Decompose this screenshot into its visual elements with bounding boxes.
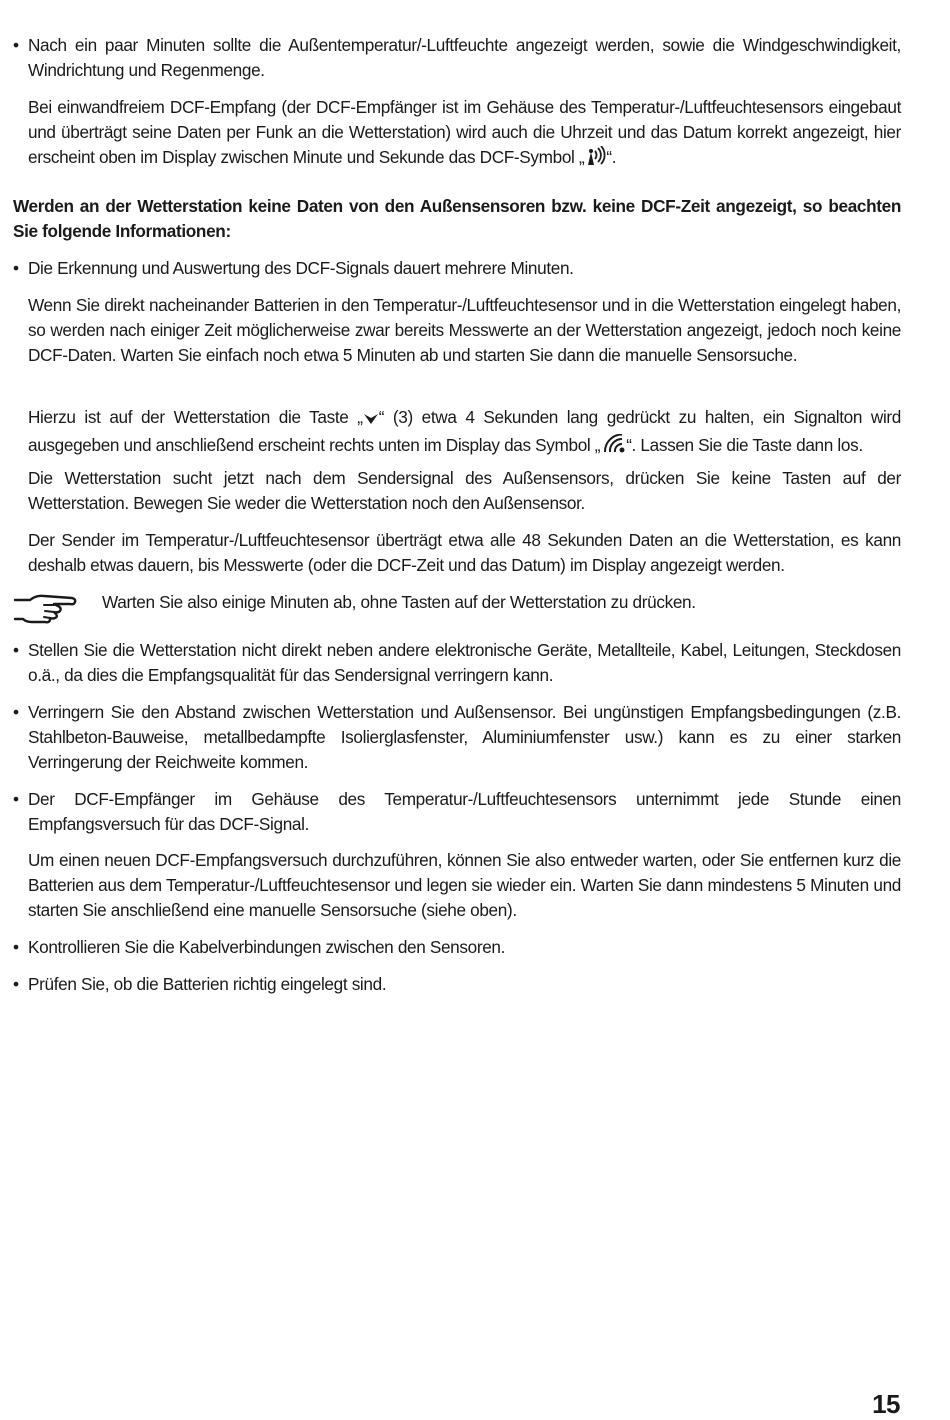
dcf-antenna-icon	[584, 146, 606, 173]
list-item	[13, 935, 901, 960]
bullet-marker: •	[13, 258, 19, 278]
list-item-text: Kontrollieren Sie die Kabelverbindungen zwischen den Sensoren.	[28, 937, 506, 957]
section-heading: Werden an der Wetterstation keine Daten von den Außensensoren bzw. keine DCF-Zeit angezeigt, so beachten Sie folgende Informationen:	[13, 196, 901, 241]
bullet-marker: •	[13, 35, 19, 55]
down-arrow-key-icon	[363, 408, 379, 433]
paragraph-transmitter: Der Sender im Temperatur-/Luftfeuchtesensor überträgt etwa alle 48 Sekunden Daten an die Wetterstation, es kann deshalb etwas dauern, bis Messwerte (oder die DCF-Zeit und das Datum) im Display angezeigt werden.	[28, 530, 901, 575]
paragraph-sensor-search	[28, 405, 901, 461]
list-item	[13, 700, 901, 775]
list-item	[13, 256, 901, 281]
list-item	[13, 638, 901, 688]
paragraph-text: Hierzu ist auf der Wetterstation die Taste „	[28, 407, 363, 427]
bullet-marker: •	[13, 937, 19, 957]
paragraph-new-attempt: Um einen neuen DCF-Empfangsversuch durchzuführen, können Sie also entweder warten, oder Sie entfernen kurz die Batterien aus dem Temperatur-/Luftfeuchtesensor und legen sie wieder ein. Warten Sie dann mindestens 5 Minuten und starten Sie anschließend eine manuelle Sensorsuche (siehe oben).	[28, 850, 901, 920]
list-item-text: Nach ein paar Minuten sollte die Außentemperatur/-Luftfeuchte angezeigt werden, sowie die Windgeschwindigkeit, Windrichtung und Regenmenge.	[28, 35, 901, 80]
list-item-text: Prüfen Sie, ob die Batterien richtig eingelegt sind.	[28, 974, 387, 994]
bullet-marker: •	[13, 640, 19, 660]
paragraph-text-mid: “ (3) etwa 4 Sekunden lang gedrückt zu halten, ein Signalton wird ausgegeben und anschließend erscheint rechts unten im Display das Symbol „	[28, 407, 901, 455]
signal-waves-icon	[600, 434, 626, 461]
paragraph-batteries: Wenn Sie direkt nacheinander Batterien in den Temperatur-/Luftfeuchtesensor und in die Wetterstation eingelegt haben, so werden nach einiger Zeit möglicherweise zwar bereits Messwerte an der Wetterstation angezeigt, jedoch noch keine DCF-Daten. Warten Sie einfach noch etwa 5 Minuten ab und starten Sie dann die manuelle Sensorsuche.	[28, 295, 901, 365]
list-item-text: Der DCF-Empfänger im Gehäuse des Temperatur-/Luftfeuchtesensors unternimmt jede Stunde einen Empfangsversuch für das DCF-Signal.	[28, 789, 901, 834]
bullet-marker: •	[13, 974, 19, 994]
paragraph-text-end: “. Lassen Sie die Taste dann los.	[626, 435, 863, 455]
paragraph-text: Bei einwandfreiem DCF-Empfang (der DCF-Empfänger ist im Gehäuse des Temperatur-/Luftfeuchtesensors eingebaut und überträgt seine Daten per Funk an die Wetterstation) wird auch die Uhrzeit und das Datum korrekt angezeigt, hier erscheint oben im Display zwischen Minute und Sekunde das DCF-Symbol „	[28, 97, 901, 167]
list-item	[13, 972, 901, 997]
list-item-text: Verringern Sie den Abstand zwischen Wetterstation und Außensensor. Bei ungünstigen Empfangsbedingungen (z.B. Stahlbeton-Bauweise, metallbedampfte Isolierglasfenster, Aluminiumfenster usw.) kann es zu einer starken Verringerung der Reichweite kommen.	[28, 702, 901, 772]
list-item	[13, 787, 901, 837]
bullet-marker: •	[13, 702, 19, 722]
page-number: 15	[872, 1389, 900, 1419]
paragraph-dcf-reception	[28, 95, 901, 173]
bullet-marker: •	[13, 789, 19, 809]
list-item	[13, 33, 901, 83]
paragraph-text-end: “.	[606, 147, 617, 167]
note-text: Warten Sie also einige Minuten ab, ohne Tasten auf der Wetterstation zu drücken.	[102, 592, 696, 612]
pointing-hand-icon	[12, 592, 78, 631]
paragraph-searching: Die Wetterstation sucht jetzt nach dem Sendersignal des Außensensors, drücken Sie keine Tasten auf der Wetterstation. Bewegen Sie weder die Wetterstation noch den Außensensor.	[28, 468, 901, 513]
list-item-text: Die Erkennung und Auswertung des DCF-Signals dauert mehrere Minuten.	[28, 258, 574, 278]
list-item-text: Stellen Sie die Wetterstation nicht direkt neben andere elektronische Geräte, Metallteile, Kabel, Leitungen, Steckdosen o.ä., da dies die Empfangsqualität für das Sendersignal verringern kann.	[28, 640, 901, 685]
